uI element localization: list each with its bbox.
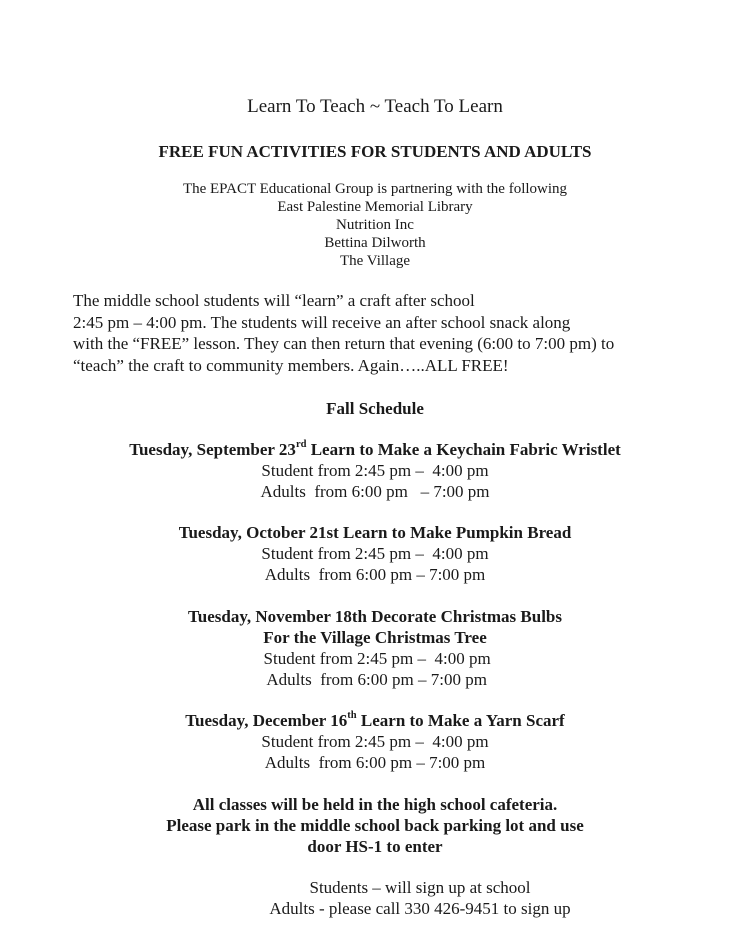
event-student-time: Student from 2:45 pm – 4:00 pm [261, 461, 489, 480]
partner-item: East Palestine Memorial Library [277, 199, 473, 215]
partner-item: The Village [339, 253, 411, 269]
partner-item: Nutrition Inc [336, 217, 414, 233]
event-activity: Learn to Make Pumpkin Bread [338, 523, 572, 542]
signup-info [45, 877, 750, 919]
event-student-time: Student from 2:45 pm – 4:00 pm [261, 732, 489, 751]
schedule-event [0, 522, 750, 585]
schedule-event [0, 606, 750, 690]
event-adult-time: Adults from 6:00 pm – 7:00 pm [264, 565, 486, 584]
description-line: The middle school students will “learn” a craft after school [73, 291, 475, 310]
description-line: with the “FREE” lesson. They can then return that evening (6:00 to 7:00 pm) to [73, 334, 615, 354]
event-adult-time: Adults from 6:00 pm – 7:00 pm [264, 753, 486, 772]
event-activity: Learn to Make a Keychain Fabric Wristlet [306, 440, 621, 459]
event-heading [0, 439, 750, 460]
event-date-suffix: th [347, 710, 357, 722]
event-date: Tuesday, October 21st [178, 523, 339, 542]
event-adult-time: Adults from 6:00 pm – 7:00 pm [263, 670, 487, 689]
description-line: “teach” the craft to community members. Again…..ALL FREE! [73, 356, 509, 376]
event-date-suffix: rd [295, 439, 307, 451]
signup-students: Students – will sign up at school [309, 878, 531, 897]
schedule-event [0, 439, 750, 502]
event-student-time: Student from 2:45 pm – 4:00 pm [259, 649, 491, 668]
signup-adults: Adults - please call 330 426-9451 to sign up [269, 899, 571, 918]
event-date: Tuesday, November 18th [187, 607, 367, 626]
description-line: 2:45 pm – 4:00 pm. The students will receive an after school snack along [73, 312, 571, 332]
partner-item: Bettina Dilworth [324, 235, 426, 251]
event-date: Tuesday, December 16 [185, 711, 348, 730]
event-heading [0, 606, 750, 627]
schedule-event [0, 710, 750, 773]
partners-intro: The EPACT Educational Group is partnering with the following [182, 181, 568, 197]
event-heading [0, 522, 750, 543]
note-line: All classes will be held in the high school cafeteria. [192, 795, 558, 814]
event-heading [0, 710, 750, 731]
event-activity-line2: For the Village Christmas Tree [263, 628, 487, 647]
event-student-time: Student from 2:45 pm – 4:00 pm [261, 544, 489, 563]
note-line: door HS-1 to enter [307, 837, 443, 856]
note-line: Please park in the middle school back parking lot and use [166, 816, 584, 835]
event-activity: Decorate Christmas Bulbs [366, 607, 562, 626]
location-notes [0, 794, 750, 857]
event-date: Tuesday, September 23 [129, 440, 296, 459]
schedule-heading: Fall Schedule [326, 399, 424, 418]
description-paragraph [73, 290, 713, 377]
page-title: Learn To Teach ~ Teach To Learn [247, 96, 503, 117]
page-subtitle: FREE FUN ACTIVITIES FOR STUDENTS AND ADULTS [158, 142, 592, 161]
event-adult-time: Adults from 6:00 pm – 7:00 pm [260, 482, 490, 501]
event-activity: Learn to Make a Yarn Scarf [356, 711, 565, 730]
